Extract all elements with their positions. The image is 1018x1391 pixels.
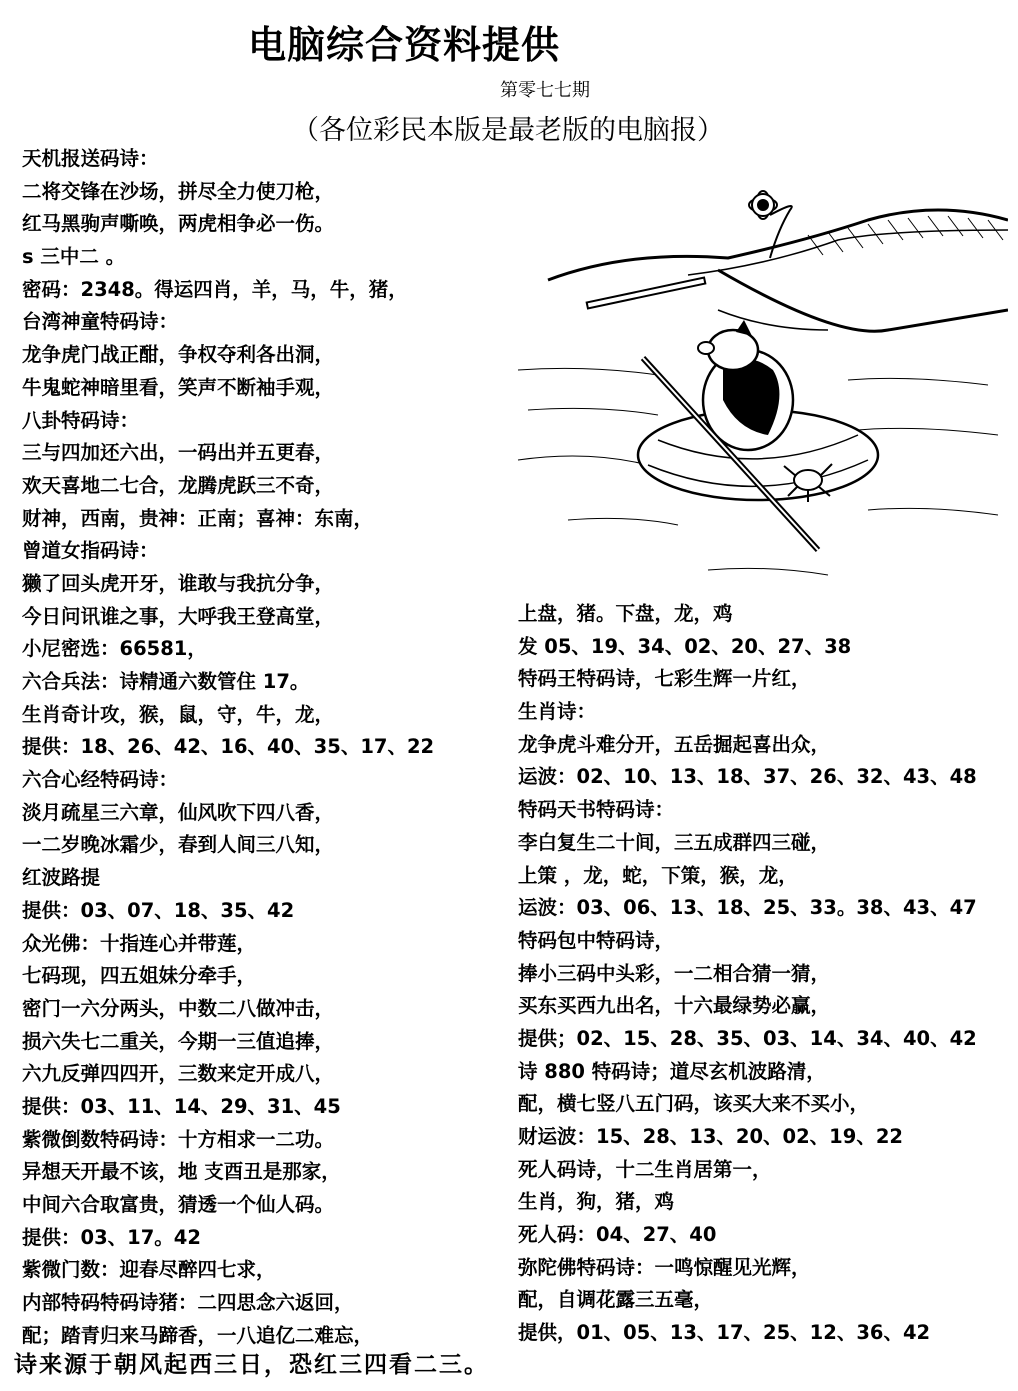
text-line: 提供：03、17。42 <box>22 1225 201 1249</box>
text-line: 配；踏青归来马蹄香，一八追亿二难忘， <box>22 1323 374 1347</box>
page-title: 电脑综合资料提供 <box>248 23 561 67</box>
text-line: 配，自调花露三五毫， <box>518 1288 714 1312</box>
issue-number: 第零七七期 <box>500 80 590 101</box>
page-subtitle: （各位彩民本版是最老版的电脑报） <box>292 115 724 146</box>
text-line: 李白复生二十间，三五成群四三碰， <box>518 830 831 854</box>
footer-line: 诗来源于朝风起西三日，恐红三四看二三。 <box>14 1352 489 1378</box>
text-line: 内部特码特码诗猪：二四思念六返回， <box>22 1291 354 1315</box>
text-line: 上盘，猪。下盘，龙，鸡 <box>518 602 733 625</box>
text-line: 红马黑驹声嘶唤，两虎相争必一伤。 <box>22 212 335 236</box>
text-line: 一二岁晚冰霜少，春到人间三八知， <box>22 833 335 857</box>
text-line: 密码：2348。得运四肖，羊，马，牛，猪， <box>22 277 408 301</box>
text-line: 密门一六分两头，中数二八做冲击， <box>22 996 335 1020</box>
text-line: 紫微倒数特码诗：十方相求一二功。 <box>22 1127 335 1151</box>
text-line: 特码王特码诗，七彩生辉一片红， <box>518 667 811 691</box>
text-line: 异想天开最不该，地 支酉丑是那家， <box>22 1160 341 1184</box>
text-line: 发 05、19、34、02、20、27、38 <box>518 634 852 658</box>
text-line: 天机报送码诗： <box>22 147 159 170</box>
text-line: 六九反弹四四开，三数来定开成八， <box>22 1062 335 1086</box>
text-line: 二将交锋在沙场，拼尽全力使刀枪， <box>22 179 335 203</box>
text-line: 今日问讯谁之事，大呼我王登高堂， <box>22 604 335 628</box>
text-line: 捧小三码中头彩，一二相合猜一猜， <box>518 961 831 985</box>
pig-rowing-illustration <box>508 180 1008 590</box>
text-line: 中间六合取富贵，猜透一个仙人码。 <box>22 1193 335 1216</box>
text-line: 特码天书特码诗： <box>518 798 675 822</box>
text-line: 牛鬼蛇神暗里看，笑声不断袖手观， <box>22 375 335 399</box>
text-line: 提供：03、11、14、29、31、45 <box>22 1094 341 1118</box>
text-line: 小尼密选：66581， <box>22 637 207 661</box>
text-line: 生肖诗： <box>518 700 597 724</box>
text-line: 生肖奇计攻，猴，鼠，守，牛，龙， <box>22 702 335 726</box>
text-line: 诗 880 特码诗；道尽玄机波路清， <box>518 1059 826 1083</box>
text-line: 曾道女指码诗： <box>22 539 159 563</box>
text-line: 买东买西九出名，十六最绿势必赢， <box>518 994 831 1018</box>
text-line: s 三中二 。 <box>22 245 126 269</box>
text-line: 龙争虎斗难分开，五岳掘起喜出众， <box>518 732 831 756</box>
text-line: 六合兵法：诗精通六数管住 17。 <box>22 670 310 693</box>
text-line: 提供；02、15、28、35、03、14、34、40、42 <box>518 1026 977 1050</box>
text-line: 提供，01、05、13、17、25、12、36、42 <box>518 1321 931 1345</box>
text-line: 损六失七二重关，今期一三值追捧， <box>22 1029 335 1053</box>
text-line: 财运波：15、28、13、20、02、19、22 <box>518 1125 903 1148</box>
text-line: 提供：03、07、18、35、42 <box>22 898 295 922</box>
text-line: 龙争虎门战正酣，争权夺利各出洞， <box>22 343 335 367</box>
text-line: 运波：02、10、13、18、37、26、32、43、48 <box>518 765 977 789</box>
text-line: 死人码：04、27、40 <box>518 1223 717 1247</box>
text-line: 淡月疏星三六章，仙风吹下四八香， <box>22 800 335 824</box>
text-line: 特码包中特码诗， <box>518 928 675 952</box>
text-line: 运波：03、06、13、18、25、33。38、43、47 <box>518 896 977 920</box>
text-line: 死人码诗，十二生肖居第一， <box>518 1157 772 1181</box>
text-line: 众光佛：十指连心并带莲， <box>22 931 257 955</box>
left-text-column <box>22 143 502 1352</box>
text-line: 弥陀佛特码诗：一鸣惊醒见光辉， <box>518 1255 811 1279</box>
right-text-column <box>518 598 1008 1350</box>
text-line: 三与四加还六出，一码出并五更春， <box>22 441 335 465</box>
text-line: 六合心经特码诗： <box>22 768 179 792</box>
text-line: 欢天喜地二七合，龙腾虎跃三不奇， <box>22 473 335 497</box>
text-line: 提供：18、26、42、16、40、35、17、22 <box>22 735 435 759</box>
text-line: 七码现，四五姐妹分牵手， <box>22 964 257 988</box>
text-line: 台湾神童特码诗： <box>22 310 179 334</box>
text-line: 财神，西南，贵神：正南；喜神：东南， <box>22 506 374 530</box>
text-line: 紫微门数：迎春尽醉四七求， <box>22 1258 276 1282</box>
text-line: 配，横七竖八五门码，该买大来不买小， <box>518 1092 870 1116</box>
text-line: 上策 ，龙，蛇，下策，猴，龙， <box>518 863 798 887</box>
text-line: 生肖，狗，猪，鸡 <box>518 1190 675 1214</box>
text-line: 红波路提 <box>22 866 101 890</box>
text-line: 獭了回头虎开牙，谁敢与我抗分争， <box>22 571 335 595</box>
text-line: 八卦特码诗： <box>22 408 140 432</box>
